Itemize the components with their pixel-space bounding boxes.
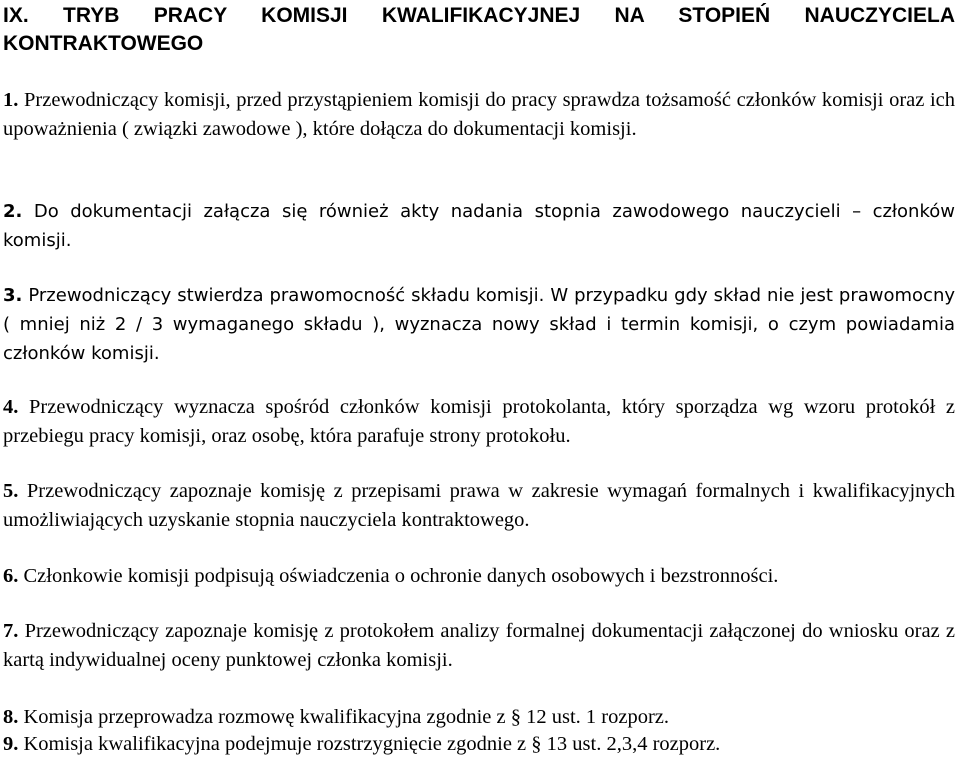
- item-text: Przewodniczący zapoznaje komisję z protokołem analizy formalnej dokumentacji załączonej do wniosku oraz z kartą indywidualnej oceny punktowej członka komisji.: [3, 620, 956, 671]
- item-number: 5.: [3, 480, 19, 502]
- item-text: Komisja przeprowadza rozmowę kwalifikacyjna zgodnie z § 12 ust. 1 rozporz.: [23, 706, 670, 728]
- item-number: 8.: [3, 706, 19, 728]
- item-text: Członkowie komisji podpisują oświadczenia o ochronie danych osobowych i bezstronności.: [23, 565, 779, 587]
- list-item-9: [3, 730, 955, 759]
- item-number: 6.: [3, 565, 19, 587]
- list-item-4: [3, 393, 955, 451]
- section-heading: IX. TRYB PRACY KOMISJI KWALIFIKACYJNEJ NA STOPIEŃ NAUCZYCIELA KONTRAKTOWEGO: [3, 4, 955, 55]
- item-number: 3.: [3, 285, 23, 306]
- item-number: 4.: [3, 396, 19, 418]
- list-item-8: [3, 703, 955, 732]
- item-text: Przewodniczący stwierdza prawomocność składu komisji. W przypadku gdy skład nie jest prawomocny ( mniej niż 2 / 3 wymaganego składu ), wyznacza nowy skład i termin komisji, o czym powiadamia członków komisji.: [3, 285, 956, 364]
- item-number: 1.: [3, 89, 19, 111]
- item-text: Komisja kwalifikacyjna podejmuje rozstrzygnięcie zgodnie z § 13 ust. 2,3,4 rozporz.: [23, 733, 721, 755]
- list-item-3: [3, 281, 955, 368]
- item-number: 2.: [3, 201, 23, 222]
- item-text: Do dokumentacji załącza się również akty nadania stopnia zawodowego nauczycieli – członków komisji.: [3, 201, 955, 251]
- item-number: 9.: [3, 733, 19, 755]
- item-text: Przewodniczący wyznacza spośród członków komisji protokolanta, który sporządza wg wzoru protokół z przebiegu pracy komisji, oraz osobę, która parafuje strony protokołu.: [3, 396, 956, 447]
- list-item-1: [3, 86, 955, 144]
- list-item-6: [3, 562, 955, 591]
- item-text: Przewodniczący komisji, przed przystąpieniem komisji do pracy sprawdza tożsamość członków komisji oraz ich upoważnienia ( związki zawodowe ), które dołącza do dokumentacji komisji.: [3, 89, 956, 140]
- list-item-7: [3, 617, 955, 675]
- item-number: 7.: [3, 620, 19, 642]
- list-item-2: [3, 197, 955, 255]
- item-text: Przewodniczący zapoznaje komisję z przepisami prawa w zakresie wymagań formalnych i kwalifikacyjnych umożliwiających uzyskanie stopnia nauczyciela kontraktowego.: [3, 480, 955, 531]
- list-item-5: [3, 477, 955, 535]
